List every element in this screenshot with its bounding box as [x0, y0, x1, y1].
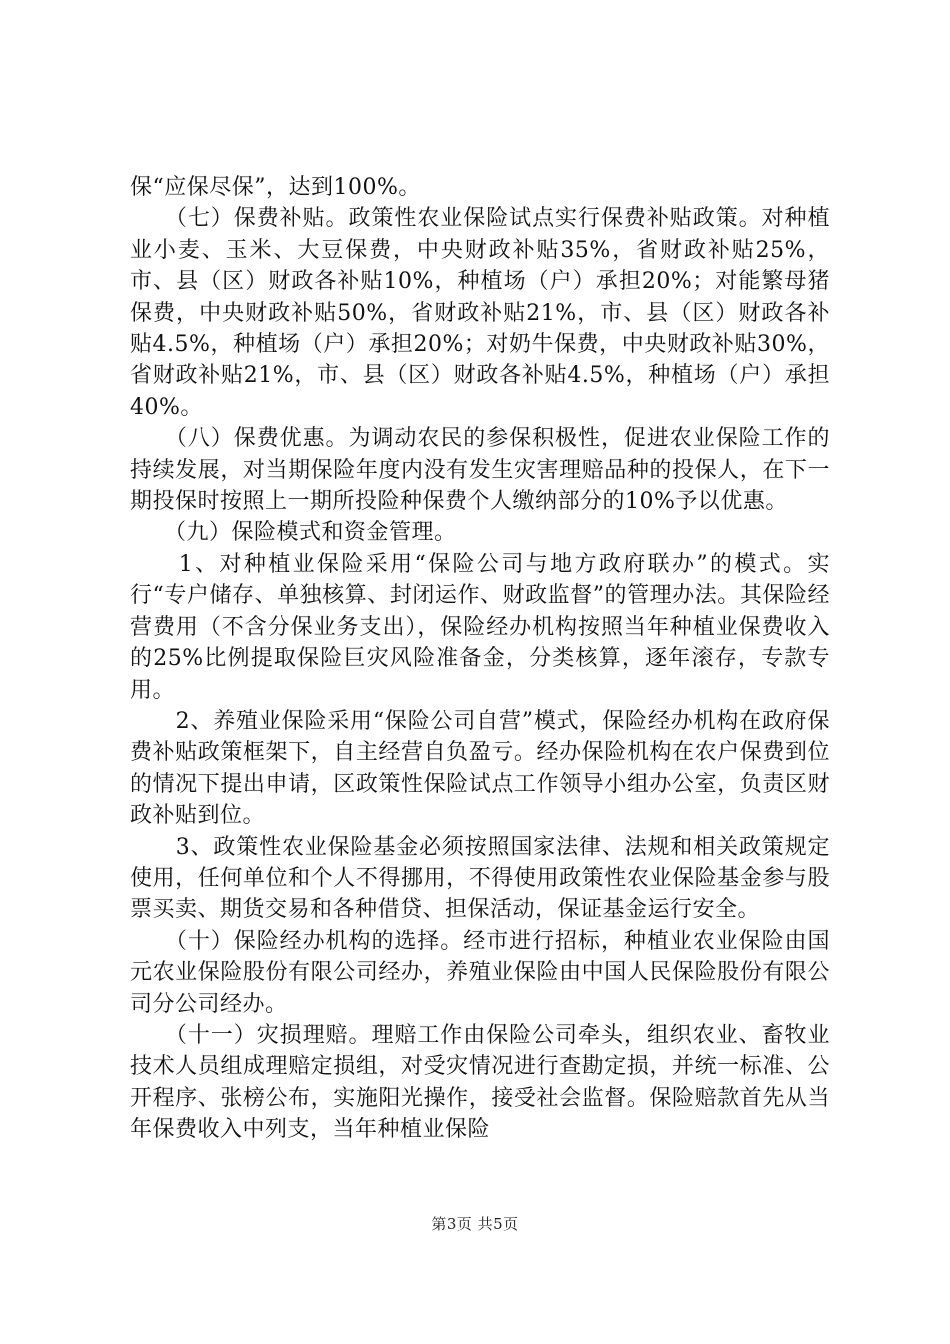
paragraph-item-3: 3、政策性农业保险基金必须按照国家法律、法规和相关政策规定使用，任何单位和个人不得挪用，不得使用政策性农业保险基金参与股票买卖、期货交易和各种借贷、担保活动，保证基金运行安全。: [130, 834, 830, 923]
paragraph-claims: （十一）灾损理赔。理赔工作由保险公司牵头，组织农业、畜牧业技术人员组成理赔定损组，对受灾情况进行查勘定损，并统一标准、公开程序、张榜公布，实施阳光操作，接受社会监督。保险赔款首先从当年保费收入中列支，当年种植业保险: [130, 1022, 830, 1143]
paragraph-item-2: 2、养殖业保险采用“保险公司自营”模式，保险经办机构在政府保费补贴政策框架下，自主经营自负盈亏。经办保险机构在农户保费到位的情况下提出申请，区政策性保险试点工作领导小组办公室，负责区财政补贴到位。: [130, 708, 830, 829]
paragraph-insurance-model-heading: （九）保险模式和资金管理。: [130, 520, 457, 546]
paragraph-agency-selection: （十）保险经办机构的选择。经市进行招标，种植业农业保险由国元农业保险股份有限公司经办，养殖业保险由中国人民保险股份有限公司分公司经办。: [130, 928, 830, 1017]
paragraph-continuation: 保“应保尽保”，达到100%。: [130, 175, 421, 200]
document-body: [130, 172, 830, 1146]
paragraph-item-1: 1、对种植业保险采用“保险公司与地方政府联办”的模式。实行“专户储存、单独核算、封闭运作、财政监督”的管理办法。其保险经营费用（不含分保业务支出），保险经办机构按照当年种植业保费收入的25%比例提取保险巨灾风险准备金，分类核算，逐年滚存，专款专用。: [130, 551, 830, 703]
page-footer: 第3页 共5页: [431, 1215, 519, 1233]
paragraph-premium-discount: （八）保费优惠。为调动农民的参保积极性，促进农业保险工作的持续发展，对当期保险年度内没有发生灾害理赔品种的投保人，在下一期投保时按照上一期所投险种保费个人缴纳部分的10%予以优惠。: [130, 426, 830, 515]
paragraph-premium-subsidy: （七）保费补贴。政策性农业保险试点实行保费补贴政策。对种植业小麦、玉米、大豆保费，中央财政补贴35%，省财政补贴25%，市、县（区）财政各补贴10%，种植场（户）承担20%；对能繁母猪保费，中央财政补贴50%，省财政补贴21%，市、县（区）财政各补贴4.5%，种植场（户）承担20%；对奶牛保费，中央财政补贴30%，省财政补贴21%，市、县（区）财政各补贴4.5%，种植场（户）承担40%。: [130, 206, 830, 420]
